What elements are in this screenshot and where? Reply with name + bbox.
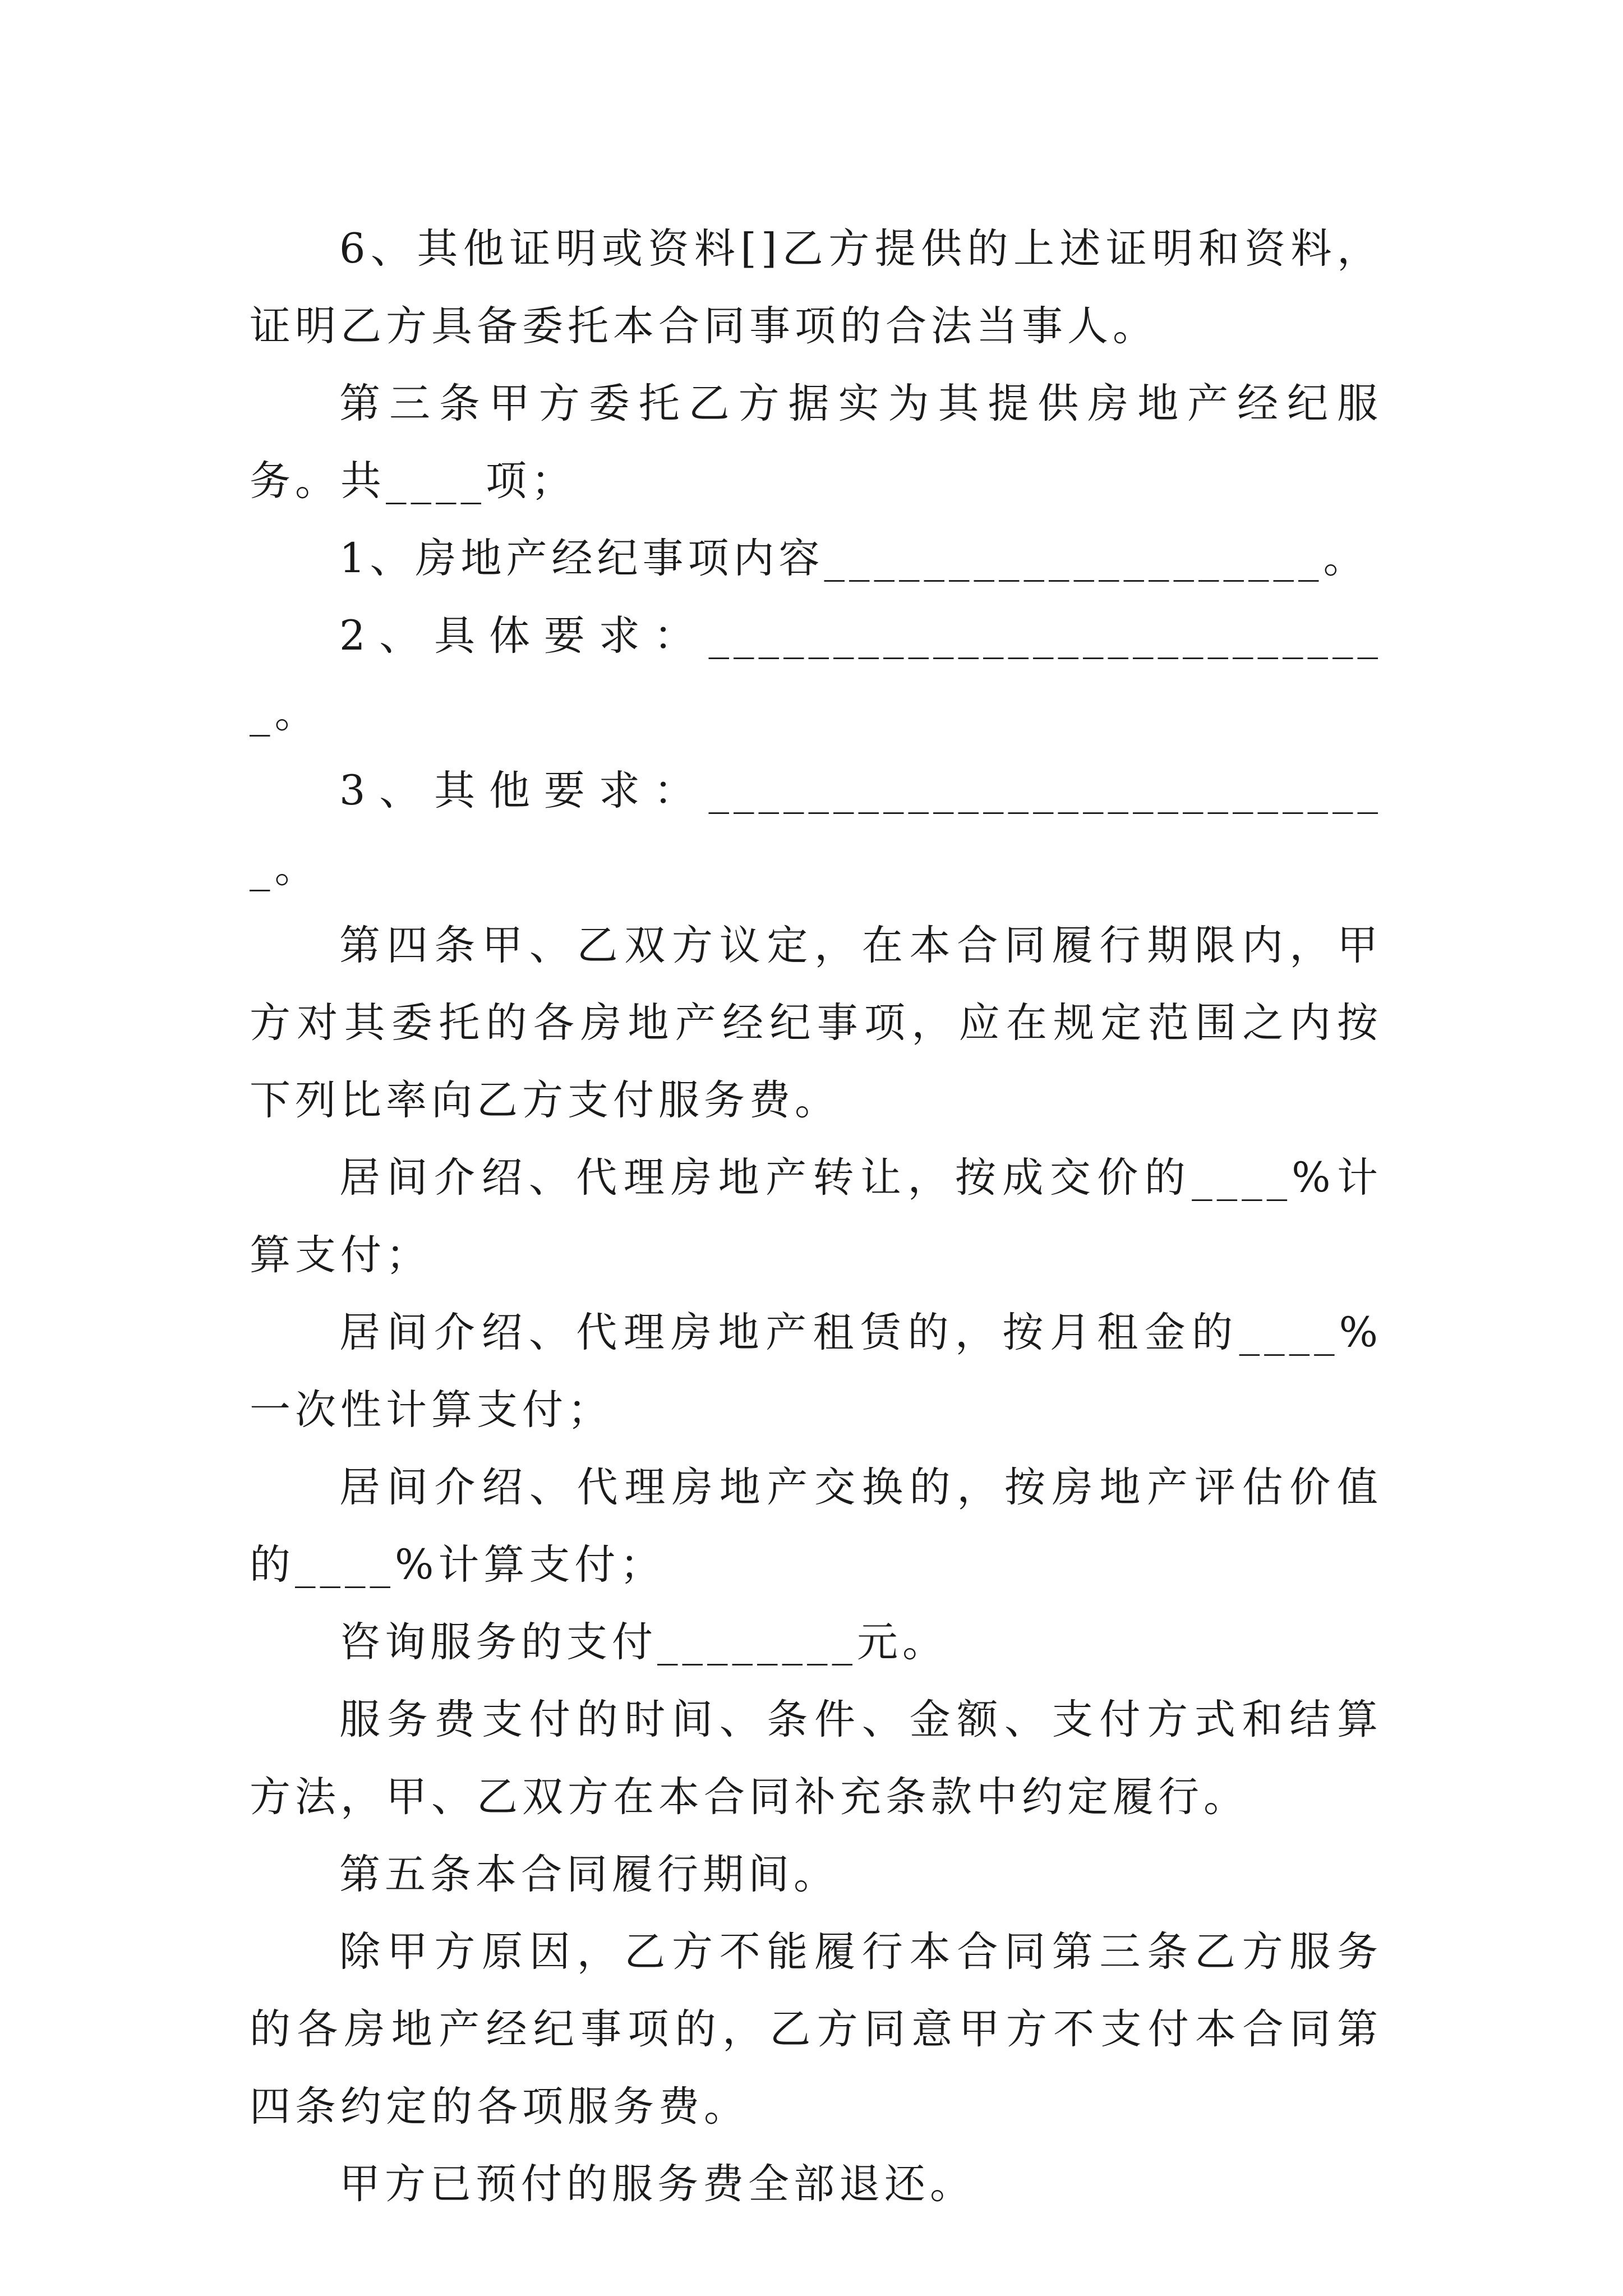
paragraph-11: 服务费支付的时间、条件、金额、支付方式和结算方法，甲、乙双方在本合同补充条款中约定履行。	[250, 1696, 1382, 1821]
paragraph-14: 甲方已预付的服务费全部退还。	[339, 2160, 975, 2208]
paragraph-4: 2、具体要求：____________________________。	[250, 612, 1382, 737]
paragraph-8: 居间介绍、代理房地产租赁的，按月租金的____%一次性计算支付；	[250, 1309, 1382, 1434]
paragraph-9: 居间介绍、代理房地产交换的，按房地产评估价值的____%计算支付；	[250, 1464, 1382, 1589]
paragraph-10: 咨询服务的支付________元。	[339, 1618, 948, 1666]
paragraph-2: 第三条甲方委托乙方据实为其提供房地产经纪服务。共____项；	[250, 380, 1382, 505]
paragraph-3: 1、房地产经纪事项内容____________________。	[339, 535, 1369, 582]
document-body	[250, 210, 1382, 2223]
paragraph-1: 6、其他证明或资料[]乙方提供的上述证明和资料，证明乙方具备委托本合同事项的合法当事人。	[250, 225, 1382, 350]
paragraph-13: 除甲方原因，乙方不能履行本合同第三条乙方服务的各房地产经纪事项的，乙方同意甲方不支付本合同第四条约定的各项服务费。	[250, 1928, 1382, 2131]
paragraph-7: 居间介绍、代理房地产转让，按成交价的____%计算支付；	[250, 1154, 1382, 1279]
paragraph-5: 3、其他要求：____________________________。	[250, 767, 1382, 892]
paragraph-6: 第四条甲、乙双方议定，在本合同履行期限内，甲方对其委托的各房地产经纪事项，应在规定范围之内按下列比率向乙方支付服务费。	[250, 922, 1382, 1124]
paragraph-12: 第五条本合同履行期间。	[339, 1851, 839, 1898]
